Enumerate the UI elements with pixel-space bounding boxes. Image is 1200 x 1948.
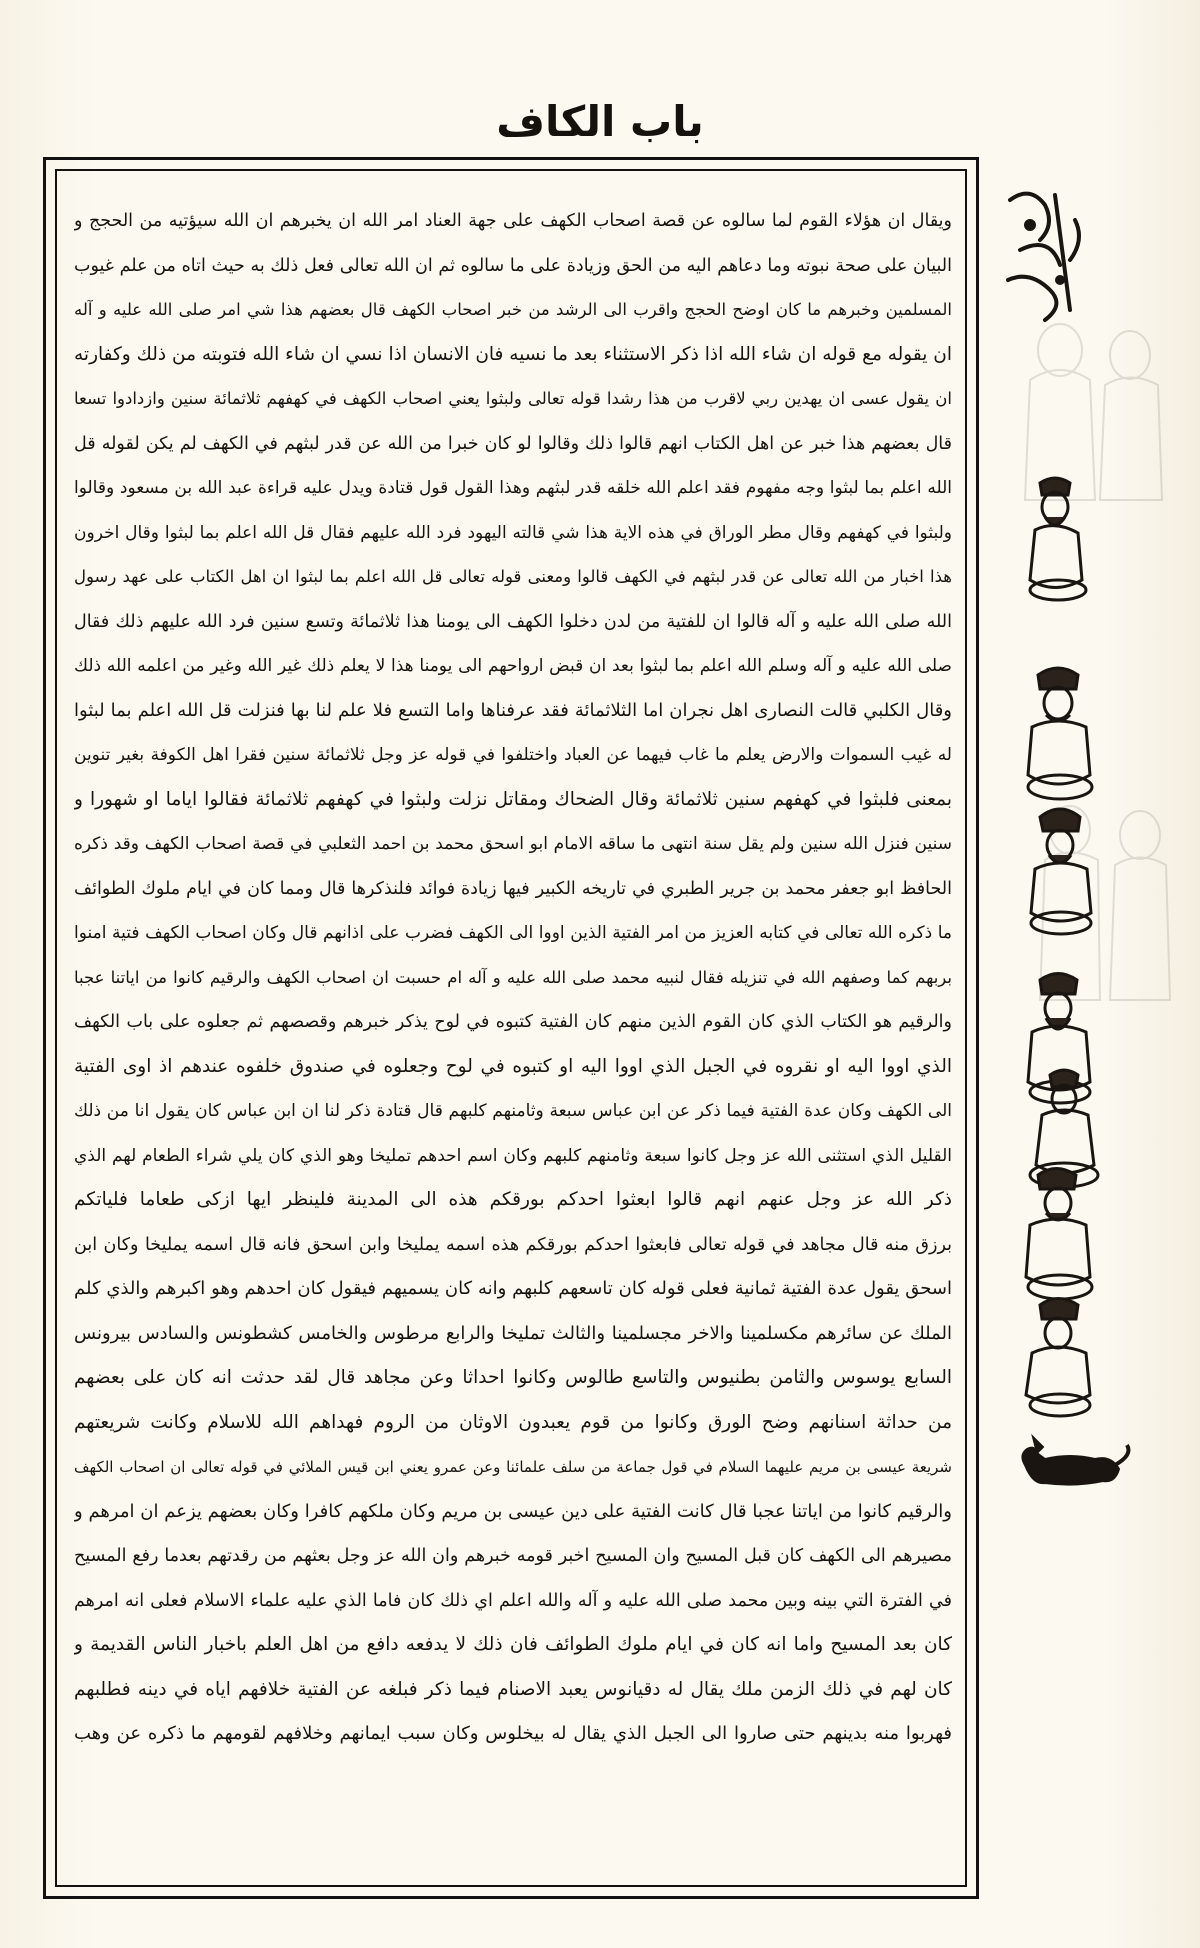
sleeper-figure-6-icon [1026, 1169, 1092, 1300]
text-line: الذي اووا اليه او نقروه في الجبل الذي اووا اليه او كتبوه في لوح وجعلوه في صندوق خلفوه عندهم اذ اوى الفتية [74, 1055, 952, 1077]
dog-icon [1022, 1437, 1128, 1485]
text-line: ويقال ان هؤلاء القوم لما سالوه عن قصة اصحاب الكهف على جهة العناد امر الله ان يخبرهم ان الله سيؤتيه من الحجج و [74, 211, 952, 231]
margin-illustrations [1000, 180, 1200, 1880]
text-line: الله اعلم بما لبثوا وجه مفهوم فقد اعلم الله خلقه قدر لبثهم وهذا القول قول قتادة ويدل عليه قراءة عبد الله بن مسعود وقالوا [74, 478, 952, 498]
text-frame-outer [43, 157, 979, 1899]
text-line: من حداثة اسنانهم وضح الورق وكانوا من قوم يعبدون الاوثان من الروم فهداهم الله للاسلام وكانت شريعتهم [74, 1411, 952, 1433]
sleeper-figure-1-icon [1030, 478, 1086, 600]
text-frame-inner [55, 169, 967, 1887]
sleeper-figure-3-icon [1031, 809, 1091, 934]
text-line: ان يقول عسى ان يهدين ربي لاقرب من هذا رشدا قوله تعالى ولبثوا يعني اصحاب الكهف في كهفهم ثلاثمائة سنين وازدادوا تسعا [74, 389, 952, 408]
text-line: له غيب السموات والارض يعلم ما غاب فيهما عن العباد واختلفوا في قوله عز وجل ثلاثمائة سنين فقرا اهل الكوفة بغير تنوين [74, 745, 952, 765]
text-line: قال بعضهم هذا خبر عن اهل الكتاب انهم قالوا ذلك وقالوا لو كان خبرا من الله عن قدر لبثهم في الكهف لم يكن لقوله قل [74, 433, 952, 454]
text-line: والرقيم هو الكتاب الذي كان القوم الذين منهم كان الفتية كتبوه في لوح يذكر خبرهم وقصصهم ثم جعلوه على باب الكهف [74, 1012, 952, 1032]
text-line: بربهم كما وصفهم الله في تنزيله فقال لنبيه محمد صلى الله عليه و آله ام حسبت ان اصحاب الكهف والرقيم كانوا من اياتنا عجبا [74, 967, 952, 987]
text-line: والرقيم كانوا من اياتنا عجبا قال كانت الفتية على دين عيسى بن مريم وكان ملكهم كافرا وكان بعضهم يزعم ان امرهم و [74, 1500, 952, 1522]
text-line: ان يقوله مع قوله ان شاء الله اذا ذكر الاستثناء بعد ما نسيه فان الانسان اذا نسي ان شاء الله فتوبته من ذلك وكفارته [74, 343, 952, 365]
text-line: المسلمين وخبرهم ما كان اوضح الحجج واقرب الى الرشد من خبر اصحاب الكهف قال بعضهم هذا شي امر صلى الله عليه و آله [74, 300, 952, 319]
text-line: الله صلى الله عليه و آله قالوا ان للفتية من لدن دخلوا الكهف الى يومنا هذا ثلاثمائة وتسع سنين فرد الله عليهم ذلك فقال [74, 611, 952, 632]
text-line: السابع يوسوس والثامن بطنيوس والتاسع طالوس وكانوا احداثا وعن مجاهد قال لقد حدثت انه كان على بعضهم [74, 1367, 952, 1388]
sleeper-figure-7-icon [1026, 1299, 1090, 1417]
page-title: باب الكاف [496, 97, 704, 146]
text-line: ولبثوا في كهفهم وقال مطر الوراق في هذه الاية هذا شي قالته اليهود فرد الله عليهم فقال قل الله اعلم بما لبثوا وقال اخرون [74, 522, 952, 543]
ghost-figures-icon [1025, 324, 1170, 1000]
text-line: الحافظ ابو جعفر محمد بن جرير الطبري في تاريخه الكبير فيها زيادة فوائد فلنذكرها قال ومما كان في ايام ملوك الطوائف [74, 878, 952, 899]
text-line: الملك عن سائرهم مكسلمينا والاخر مجسلمينا والثالث تمليخا والرابع مرطوس والخامس كشطونس والسادس بيرونس [74, 1322, 952, 1344]
text-line: شريعة عيسى بن مريم عليهما السلام في قول جماعة من سلف علمائنا وعن عمرو يعني ابن قيس الملائي في قوله تعالى ان اصحاب الكهف [74, 1458, 952, 1476]
text-line: اسحق يقول عدة الفتية ثمانية فعلى قوله كان تاسعهم كلبهم وانه كان يسميهم فيقول كان احدهم وهو اكبرهم والذي كلم [74, 1278, 952, 1299]
text-line: القليل الذي استثنى الله عز وجل كانوا سبعة وثامنهم كلبهم وكان اسم احدهم تمليخا وهو الذي كان يلي شراء الطعام لهم الذي [74, 1145, 952, 1166]
text-line: مصيرهم الى الكهف كان قبل المسيح وان المسيح اخبر قومه خبرهم وان الله عز وجل بعثهم من رقدتهم بعدما رفع المسيح [74, 1546, 952, 1566]
text-line: سنين فنزل الله سنين ولم يقل سنة انتهى ما ساقه الامام ابو اسحق محمد بن احمد الثعلبي في قصة اصحاب الكهف وقد ذكره [74, 834, 952, 854]
text-line: الى الكهف وكان عدة الفتية فيما ذكر عن ابن عباس سبعة وثامنهم كلبهم قال قتادة ذكر لنا ان ابن عباس كان يقول انا من ذلك [74, 1101, 952, 1121]
text-body [74, 199, 952, 1869]
text-line: هذا اخبار من الله تعالى عن قدر لبثهم في الكهف قالوا ومعنى قوله تعالى قل الله اعلم بما لبثوا ان اهل الكتاب على عهد رسول [74, 567, 952, 586]
text-line: فهربوا منه بدينهم حتى صاروا الى الجبل الذي يقال له بيخلوس وكان سبب ايمانهم وخلافهم لقومهم ما ذكره عن وهب [74, 1723, 952, 1744]
text-line: كان بعد المسيح واما انه كان في ايام ملوك الطوائف فان ذلك لا يدفعه دافع من اهل العلم باخبار الناس القديمة و [74, 1634, 952, 1655]
text-line: في الفترة التي بينه وبين محمد صلى الله عليه و آله والله اعلم اي ذلك كان فاما الذي عليه علماء الاسلام فعلى انه امرهم [74, 1590, 952, 1611]
text-line: ما ذكره الله تعالى في كتابه العزيز من امر الفتية الذين اووا الى الكهف فضرب على اذانهم قال وكان اصحاب الكهف فتية امنوا [74, 923, 952, 943]
text-line: برزق منه قال مجاهد في قوله تعالى فابعثوا احدكم بورقكم هذه اسمه يمليخا وابن اسحق فانه قال اسمه يمليخا وكان ابن [74, 1234, 952, 1255]
text-line: صلى الله عليه و آله وسلم الله اعلم بما لبثوا بعد ان قبض ارواحهم الى يومنا هذا لا يعلم ذلك غير الله وغير من اعلمه الله ذلك [74, 656, 952, 676]
text-line: وقال الكلبي قالت النصارى اهل نجران اما الثلاثمائة فقد عرفناها واما التسع فلا علم لنا بها فنزلت قل الله اعلم بما لبثوا [74, 699, 952, 721]
sleeper-figure-2-icon [1028, 668, 1092, 799]
text-line: بمعنى فلبثوا في كهفهم سنين ثلاثمائة وقال الضحاك ومقاتل نزلت ولبثوا في كهفهم ثلاثمائة فقالوا اياما او شهورا و [74, 788, 952, 810]
calligraphy-ornament-icon [1008, 194, 1079, 320]
text-line: البيان على صحة نبوته وما دعاهم اليه من الحق وزيادة على ما سالوه ثم ان الله تعالى فعل ذلك به حيث اتاه من علم غيوب [74, 255, 952, 276]
text-line: كان لهم في ذلك الزمن ملك يقال له دقيانوس يعبد الاصنام فيما ذكر فبلغه عن الفتية خلافهم اياه في دينه فطلبهم [74, 1678, 952, 1700]
text-line: ذكر الله عز وجل عنهم انهم قالوا ابعثوا احدكم بورقكم هذه الى المدينة فلينظر ايها ازكى طعاما فلياتكم [74, 1189, 952, 1210]
